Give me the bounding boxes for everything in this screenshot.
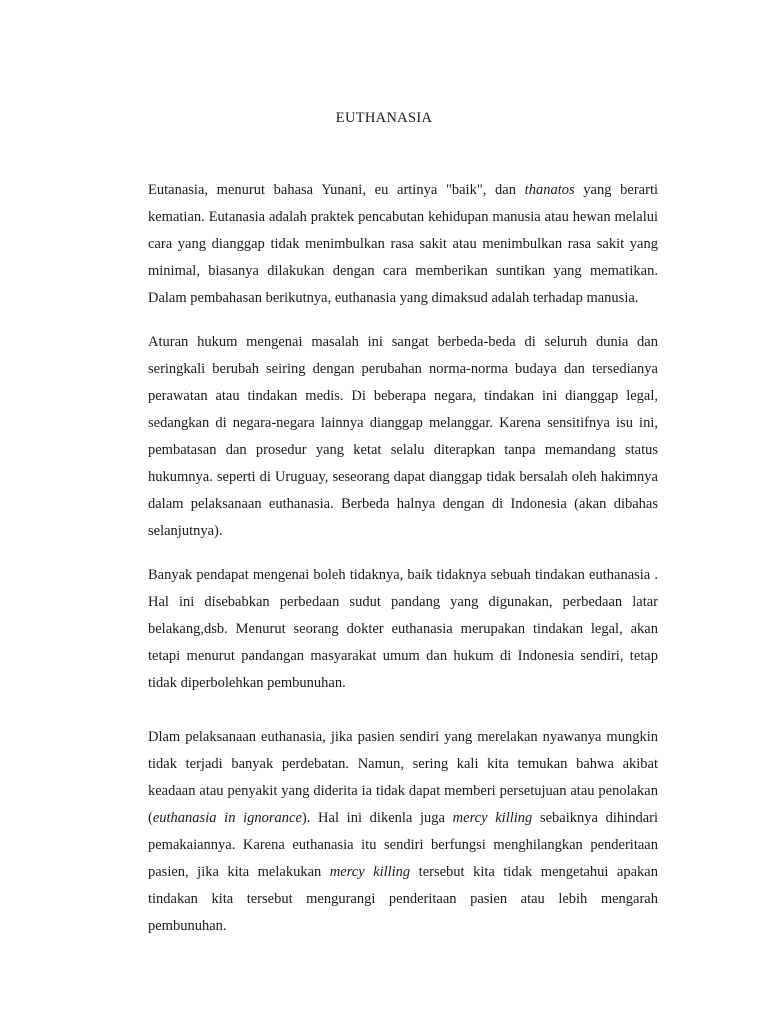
paragraph-4-text-b: ). Hal ini dikenla juga — [301, 810, 453, 826]
paragraph-4-text-a: Dlam pelaksanaan euthanasia, jika pasien sendiri yang merelakan nyawanya mungkin tidak terjadi banyak perdebatan. Namun, sering kali kita temukan bahwa akibat keadaan atau penyakit yang diderita ia tidak dapat memberi persetujuan atau penolakan ( — [148, 729, 658, 826]
paragraph-4-italic-mercy-2: mercy killing — [329, 864, 411, 880]
paragraph-2-text: Aturan hukum mengenai masalah ini sangat berbeda-beda di seluruh dunia dan seringkali berubah seiring dengan perubahan norma-norma budaya dan tersedianya perawatan atau tindakan medis. Di beberapa negara, tindakan ini dianggap legal, sedangkan di negara-negara lainnya dianggap melanggar. Karena sensitifnya isu ini, pembatasan dan prosedur yang ketat selalu diterapkan tanpa memandang status hukumnya. seperti di Uruguay, seseorang dapat dianggap tidak bersalah oleh hakimnya dalam pelaksanaan euthanasia. Berbeda halnya dengan di Indonesia (akan dibahas selanjutnya). — [148, 334, 658, 539]
paragraph-1-text-b: yang berarti kematian. Eutanasia adalah praktek pencabutan kehidupan manusia atau hewan melalui cara yang dianggap tidak menimbulkan rasa sakit atau menimbulkan rasa sakit yang minimal, biasanya dilakukan dengan cara memberikan suntikan yang mematikan. Dalam pembahasan berikutnya, euthanasia yang dimaksud adalah terhadap manusia. — [148, 182, 659, 306]
paragraph-1-italic-thanatos: thanatos — [524, 182, 575, 198]
paragraph-1 — [148, 177, 658, 312]
paragraph-4-italic-mercy-1: mercy killing — [452, 810, 533, 826]
paragraph-4 — [148, 724, 658, 940]
paragraph-4-italic-ignorance: euthanasia in ignorance — [152, 810, 302, 826]
paragraph-1-text-a: Eutanasia, menurut bahasa Yunani, eu artinya "baik", dan — [148, 182, 525, 198]
document-title: EUTHANASIA — [335, 110, 433, 126]
paragraph-2 — [148, 329, 658, 545]
paragraph-3-text: Banyak pendapat mengenai boleh tidaknya, baik tidaknya sebuah tindakan euthanasia . Hal ini disebabkan perbedaan sudut pandang yang digunakan, perbedaan latar belakang,dsb. Menurut seorang dokter euthanasia merupakan tindakan legal, akan tetapi menurut pandangan masyarakat umum dan hukum di Indonesia sendiri, tetap tidak diperbolehkan pembunuhan. — [148, 567, 658, 691]
paragraph-3 — [148, 562, 658, 697]
paragraph-4-text-d: tersebut kita tidak mengetahui apakan tindakan kita tersebut mengurangi penderitaan pasien atau lebih mengarah pembunuhan. — [148, 864, 658, 934]
document-body — [148, 177, 658, 940]
paragraph-4-text-c: sebaiknya dihindari pemakaiannya. Karena euthanasia itu sendiri berfungsi menghilangkan penderitaan pasien, jika kita melakukan — [148, 810, 658, 880]
